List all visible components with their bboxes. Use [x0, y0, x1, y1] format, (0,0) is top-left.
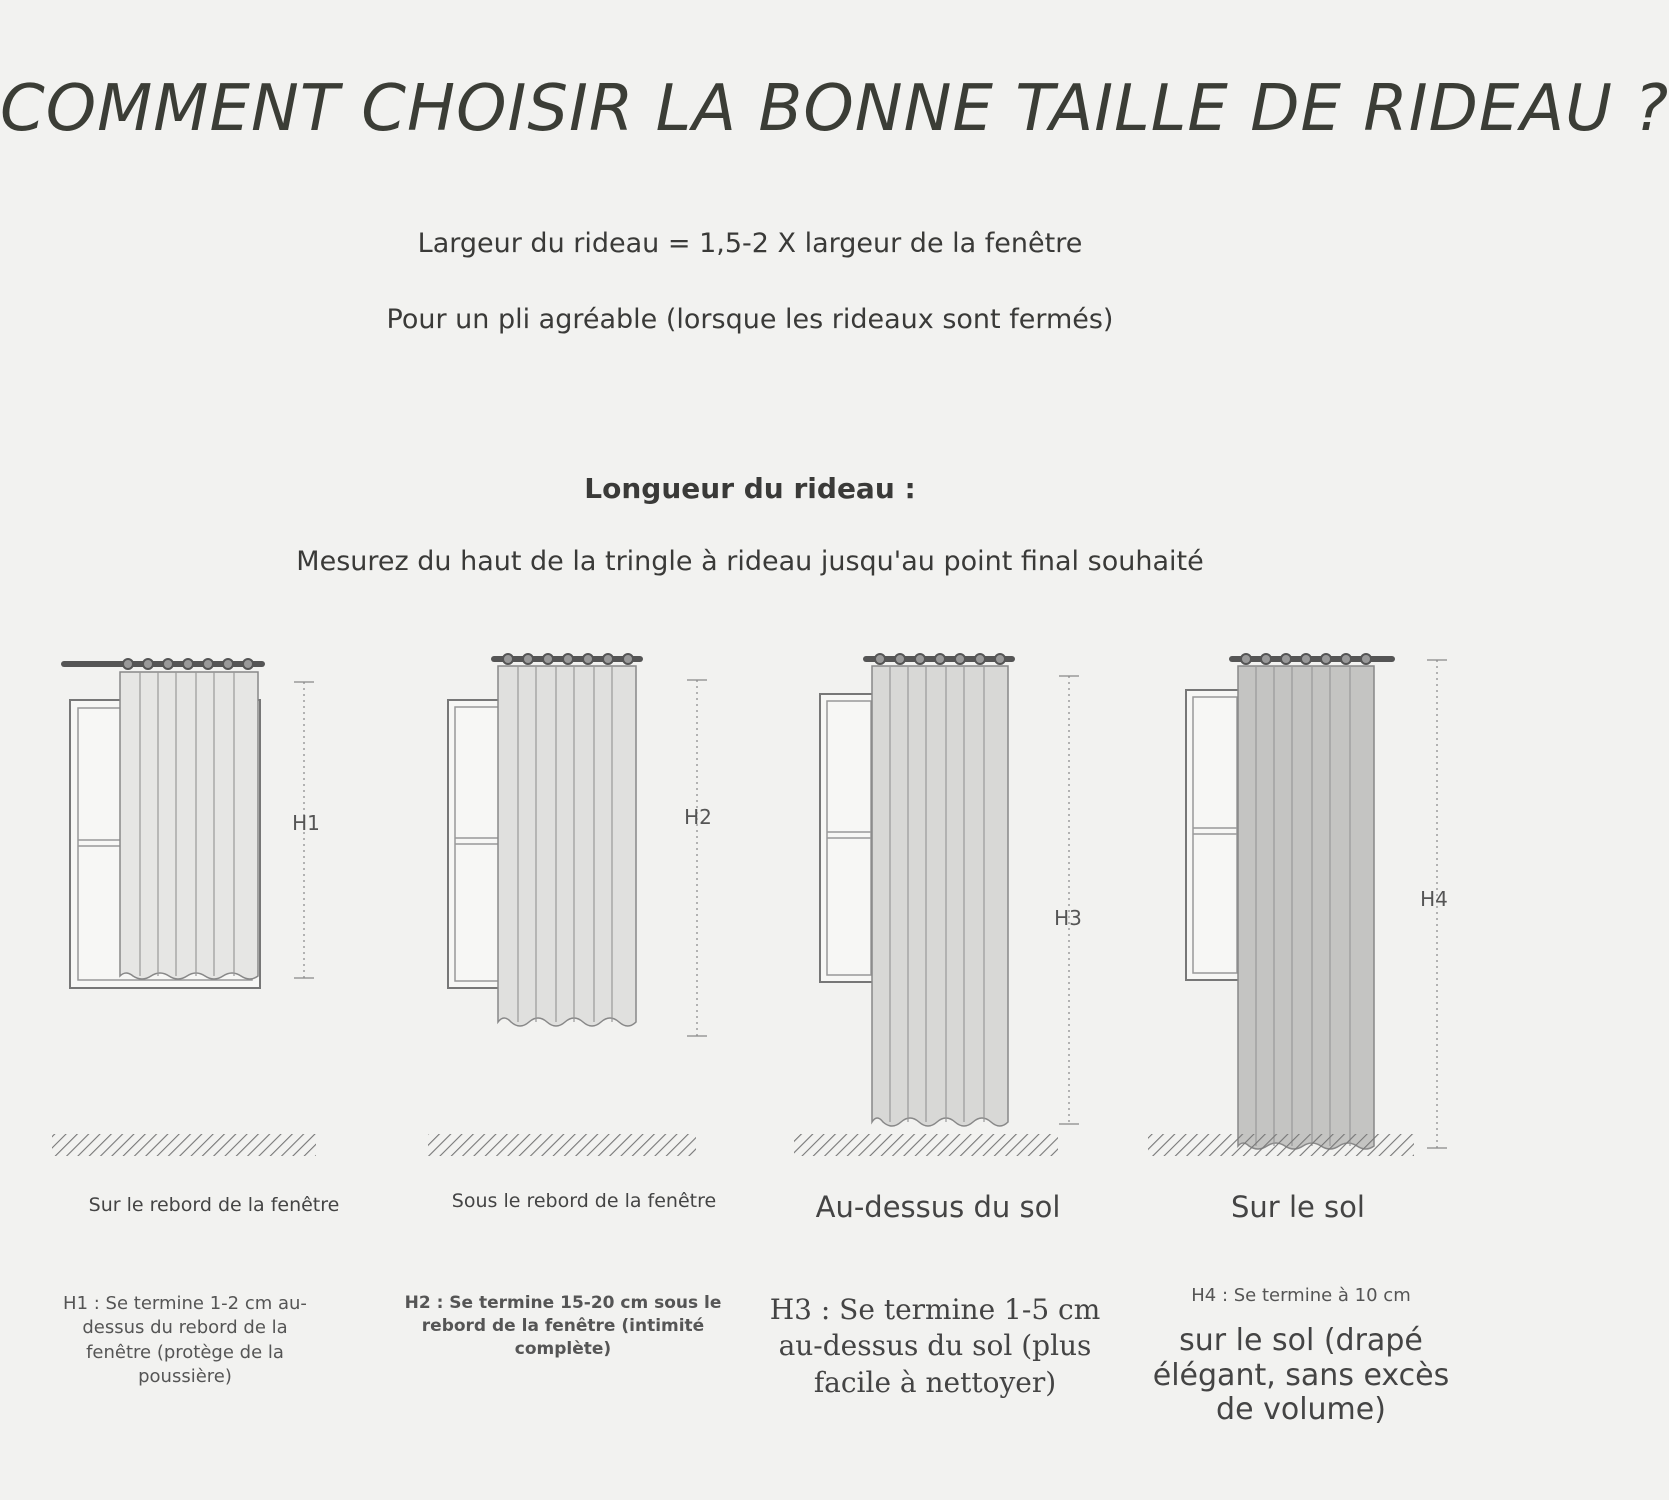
- dimension-line: [1059, 676, 1079, 1124]
- description-h1: H1 : Se termine 1-2 cm au-dessus du rebord de la fenêtre (protège de la poussière): [63, 1293, 307, 1387]
- floor: [1148, 1134, 1414, 1156]
- curtain-length-diagram: [0, 600, 1500, 1180]
- curtain: [120, 672, 258, 979]
- grommets: [503, 654, 633, 664]
- page-title: COMMENT CHOISIR LA BONNE TAILLE DE RIDEAU ?: [0, 72, 1669, 146]
- dimension-label: H2: [684, 805, 712, 829]
- caption-h2: Sous le rebord de la fenêtre: [451, 1190, 717, 1212]
- window-frame: [820, 694, 874, 982]
- width-note: Pour un pli agréable (lorsque les rideaux sont fermés): [386, 304, 1114, 335]
- grommets: [875, 654, 1005, 664]
- caption-h3: Au-dessus du sol: [815, 1190, 1061, 1224]
- panel-h2: [428, 654, 712, 1156]
- floor: [52, 1134, 316, 1156]
- panel-h4: [1148, 654, 1448, 1156]
- width-rule: Largeur du rideau = 1,5-2 X largeur de la fenêtre: [417, 228, 1083, 259]
- dimension-label: H3: [1054, 906, 1082, 930]
- description-h2: H2 : Se termine 15-20 cm sous le rebord de la fenêtre (intimité complète): [404, 1293, 722, 1359]
- description-h4-line2: sur le sol (drapé élégant, sans excès de volume): [1152, 1323, 1450, 1427]
- floor: [794, 1134, 1058, 1156]
- floor: [428, 1134, 696, 1156]
- window-frame: [448, 700, 502, 988]
- dimension-label: H1: [292, 811, 320, 835]
- description-h3: H3 : Se termine 1-5 cm au-dessus du sol (plus facile à nettoyer): [769, 1293, 1101, 1399]
- length-instruction: Mesurez du haut de la tringle à rideau jusqu'au point final souhaité: [296, 546, 1204, 577]
- length-heading: Longueur du rideau :: [584, 472, 916, 505]
- curtain: [872, 666, 1008, 1126]
- curtain: [498, 666, 636, 1026]
- caption-h4: Sur le sol: [1231, 1190, 1365, 1224]
- window-frame: [1186, 690, 1240, 980]
- panel-h3: [794, 654, 1082, 1156]
- caption-h1: Sur le rebord de la fenêtre: [88, 1194, 340, 1216]
- grommets: [123, 659, 253, 669]
- dimension-line: [687, 680, 707, 1036]
- description-h4-line1: H4 : Se termine à 10 cm: [1191, 1285, 1411, 1306]
- curtain: [1238, 666, 1374, 1149]
- dimension-label: H4: [1420, 887, 1448, 911]
- panel-h1: [52, 659, 320, 1156]
- grommets: [1241, 654, 1371, 664]
